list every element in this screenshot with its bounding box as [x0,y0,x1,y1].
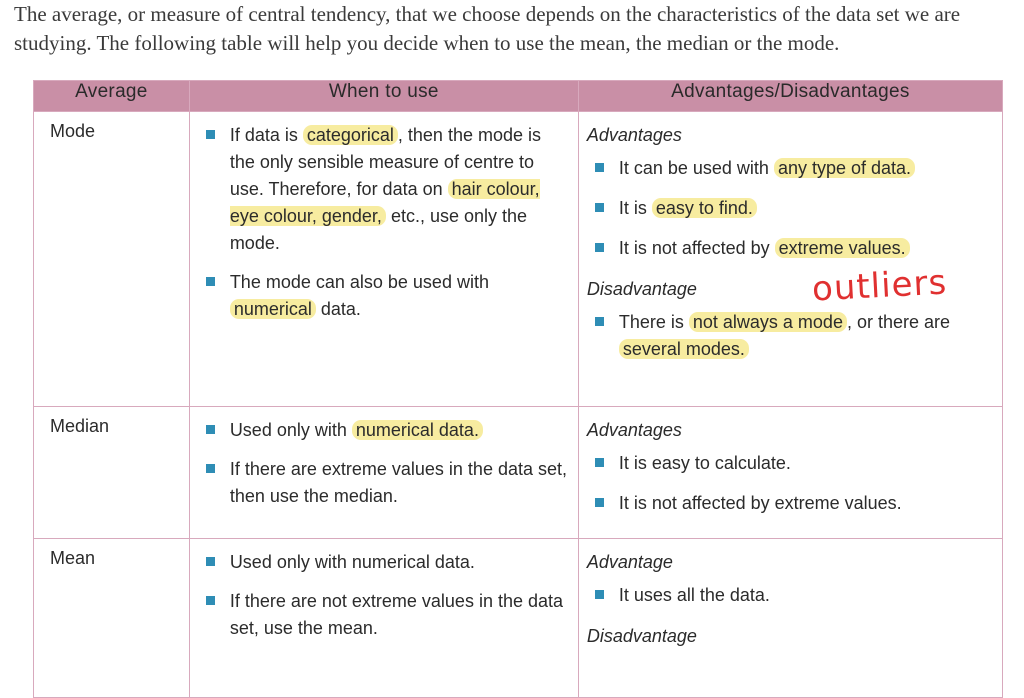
text: etc., use only the mode. [229,206,528,253]
highlight: numerical data. [352,420,483,440]
bullet-item [587,155,994,182]
text: It can be used with [618,158,774,178]
averages-table [33,80,1003,698]
header-when-to-use: When to use [189,81,578,112]
advantages-heading: Advantage [586,552,673,572]
table-header-row [34,81,1003,112]
average-name: Mean [50,548,96,568]
handwritten-annotation: outliers [811,262,949,310]
intro-paragraph: The average, or measure of central tendency, that we choose depends on the characteristics of the data set we are studying. The following table will help you decide when to use the mean, the median or the mode. [14,2,961,55]
bullet-item [198,417,570,444]
highlight: several modes. [619,339,749,359]
average-name: Mode [50,121,96,141]
highlight: numerical [230,299,316,319]
highlight: hair colour, eye colour, gender, [229,179,540,226]
text: It is not affected by [618,238,775,258]
bullet-item: Used only with numerical data. [198,549,570,576]
text: , or there are [846,312,951,332]
highlight: easy to find. [652,198,757,218]
bullet-item: If there are extreme values in the data set, then use the median. [198,456,570,510]
disadvantage-heading: Disadvantage [586,279,697,299]
table-row-mean [34,539,1003,698]
bullet-item: It uses all the data. [587,582,994,609]
header-advantages: Advantages/Disadvantages [578,81,1002,112]
bullet-item: It is not affected by extreme values. [587,490,994,517]
text: The mode can also be used with [229,272,489,292]
bullet-item: If there are not extreme values in the data set, use the mean. [198,588,570,642]
highlight: not always a mode [689,312,847,332]
cell-when-to-use [189,407,578,539]
cell-average [34,407,190,539]
average-name: Median [50,416,110,436]
text: data. [315,299,361,319]
highlight: extreme values. [775,238,910,258]
cell-advantages [578,539,1002,698]
bullet-item [198,269,570,323]
advantages-heading: Advantages [586,125,682,145]
highlight: categorical [303,125,398,145]
bullet-item [587,309,994,363]
cell-when-to-use [189,112,578,407]
header-average: Average [34,81,190,112]
cell-average [34,112,190,407]
table-row-median [34,407,1003,539]
text: It is [618,198,652,218]
text: Used only with [229,420,352,440]
disadvantage-heading: Disadvantage [586,626,697,646]
bullet-item: It is easy to calculate. [587,450,994,477]
cell-advantages [578,407,1002,539]
bullet-item [587,195,994,222]
cell-advantages [578,112,1002,407]
text: , then the mode is the only sensible measure of centre to use. Therefore, for data on [229,125,541,199]
cell-when-to-use [189,539,578,698]
text: There is [618,312,689,332]
bullet-item [198,122,570,257]
cell-average [34,539,190,698]
bullet-item [587,235,994,262]
highlight: any type of data. [774,158,915,178]
advantages-heading: Advantages [586,420,682,440]
table-row-mode [34,112,1003,407]
text: If data is [229,125,303,145]
